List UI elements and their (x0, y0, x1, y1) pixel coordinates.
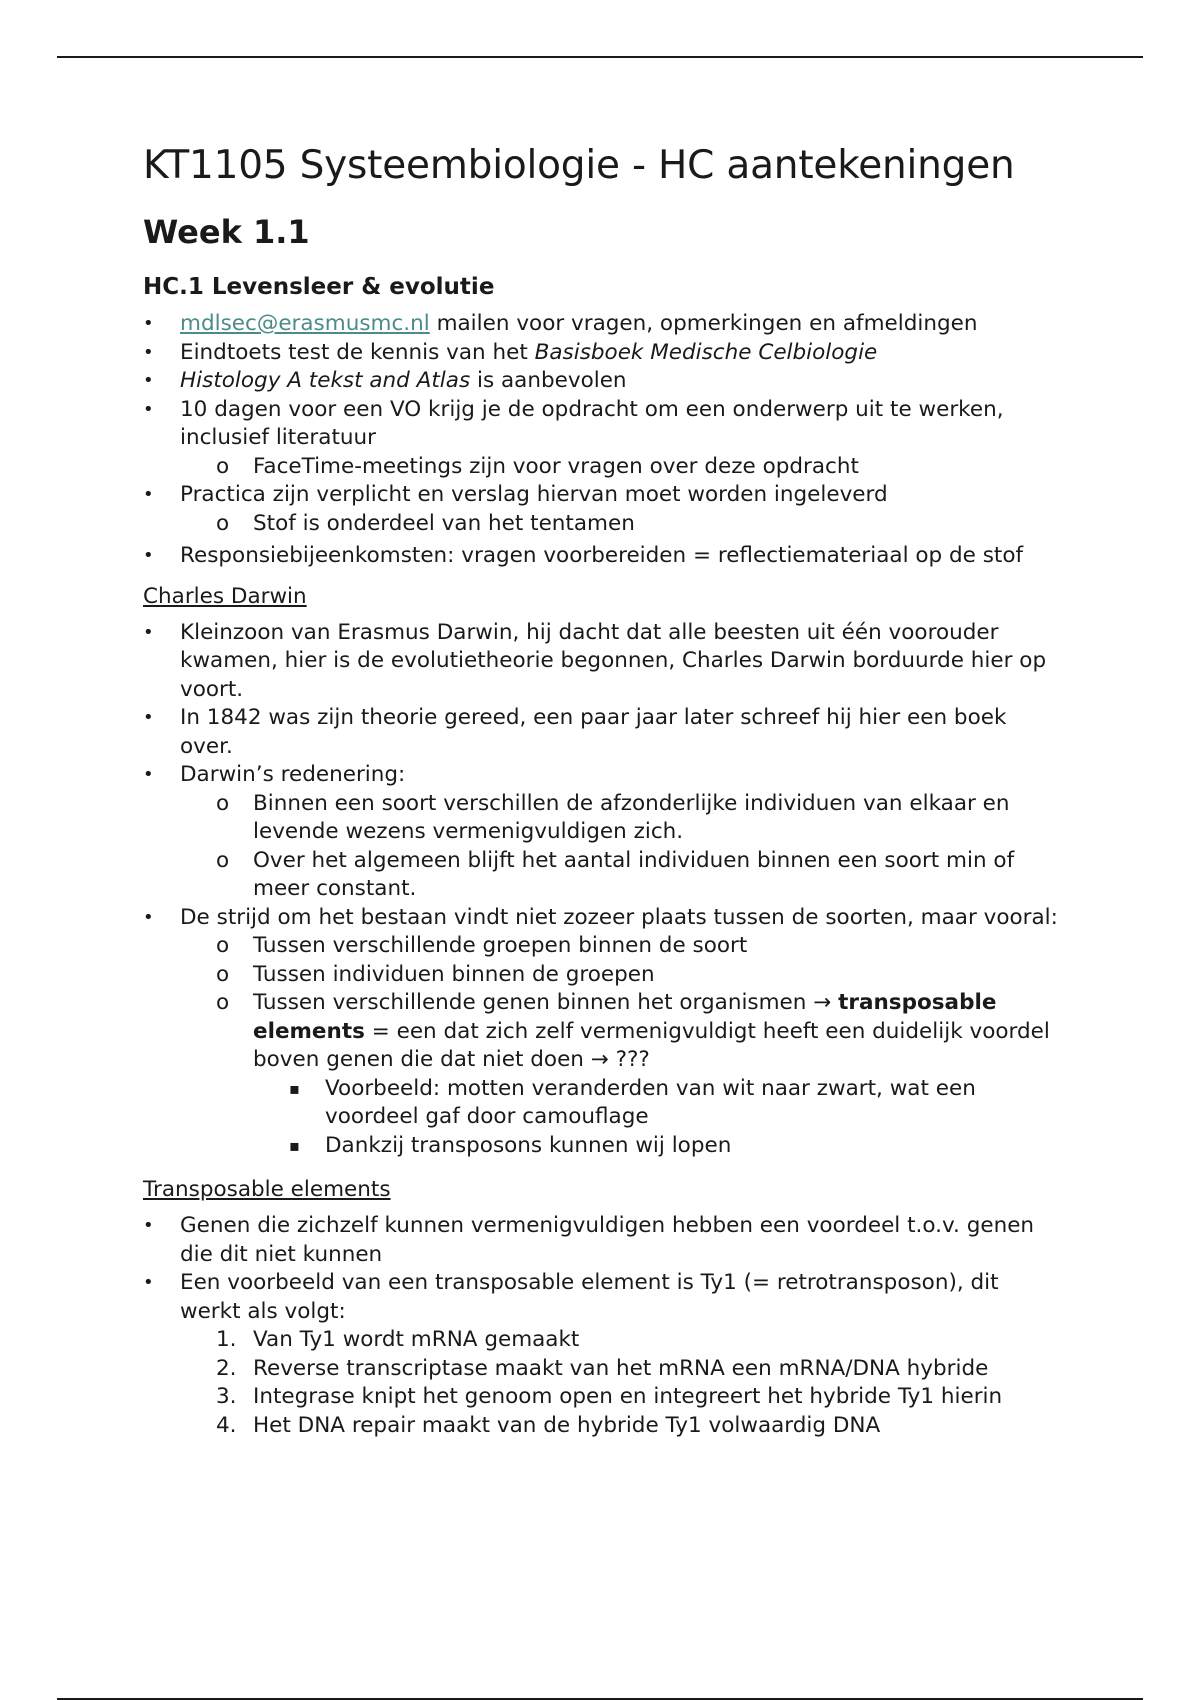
lecture-heading: HC.1 Levensleer & evolutie (143, 274, 495, 300)
list-text: Practica zijn verplicht en verslag hiervan moet worden ingeleverd (180, 482, 888, 507)
list-text: 10 dagen voor een VO krijg je de opdracht om een onderwerp uit te werken, inclusief literatuur (180, 396, 1004, 450)
sub-list-item (143, 453, 1063, 482)
list-item (143, 1269, 1063, 1326)
square-marker: ▪ (289, 1135, 300, 1155)
list-item (143, 396, 1063, 453)
step-number: 2. (216, 1355, 237, 1381)
darwin-list (143, 619, 1063, 1161)
sub-marker: o (216, 990, 230, 1015)
list-text: Dankzij transposons kunnen wij lopen (325, 1132, 732, 1158)
list-text: Voorbeeld: motten veranderden van wit naar zwart, wat een voordeel gaf door camouflage (325, 1075, 976, 1129)
numbered-item (143, 1326, 1063, 1355)
bullet-marker: • (143, 313, 154, 334)
step-number: 4. (216, 1412, 237, 1438)
list-item (143, 310, 1063, 339)
sub-list-item (143, 847, 1063, 904)
list-text: Darwin’s redenering: (180, 762, 406, 787)
bullet-marker: • (143, 370, 154, 391)
list-text: = een dat zich zelf vermenigvuldigt heeft een duidelijk voordel boven genen die dat niet doen → ??? (253, 1018, 1050, 1072)
list-text: Genen die zichzelf kunnen vermenigvuldigen hebben een voordeel t.o.v. genen die dit niet kunnen (180, 1213, 1035, 1267)
list-item (143, 704, 1063, 761)
term-bold: transposable elements (253, 990, 997, 1044)
bullet-marker: • (143, 906, 154, 928)
step-text: Het DNA repair maakt van de hybride Ty1 volwaardig DNA (253, 1412, 881, 1438)
section-heading-transposable: Transposable elements (143, 1177, 391, 1202)
square-marker: ▪ (289, 1078, 300, 1098)
sub-marker: o (216, 961, 230, 987)
step-text: Integrase knipt het genoom open en integreert het hybride Ty1 hierin (253, 1384, 1003, 1409)
week-heading: Week 1.1 (143, 213, 310, 251)
sub-marker: o (216, 453, 230, 479)
list-item (143, 619, 1063, 705)
bullet-marker: • (143, 764, 154, 785)
bullet-marker: • (143, 1215, 154, 1236)
sub-sub-list-item (143, 1132, 1063, 1161)
bullet-marker: • (143, 545, 154, 566)
numbered-item (143, 1412, 1063, 1441)
list-text: is aanbevolen (470, 368, 627, 393)
book-title: Histology A tekst and Atlas (180, 368, 471, 393)
list-item (143, 481, 1063, 510)
sub-list-item (143, 510, 1063, 539)
intro-list (143, 310, 1063, 571)
list-text: Stof is onderdeel van het tentamen (253, 510, 635, 536)
bullet-marker: • (143, 707, 154, 728)
bullet-marker: • (143, 1272, 154, 1293)
sub-list-item (143, 989, 1063, 1075)
sub-marker: o (216, 847, 230, 873)
bullet-marker: • (143, 341, 154, 363)
list-text: Tussen individuen binnen de groepen (253, 961, 655, 987)
list-text: Tussen verschillende groepen binnen de soort (253, 933, 748, 958)
numbered-item (143, 1383, 1063, 1412)
document-title: KT1105 Systeembiologie - HC aantekeningen (143, 143, 1015, 188)
numbered-item (143, 1355, 1063, 1384)
sub-list-item (143, 961, 1063, 990)
transposable-list (143, 1212, 1063, 1326)
list-text: Tussen verschillende genen binnen het organismen → (253, 990, 839, 1015)
sub-marker: o (216, 510, 230, 536)
list-item (143, 542, 1063, 571)
step-text: Van Ty1 wordt mRNA gemaakt (253, 1327, 580, 1352)
book-title: Basisboek Medische Celbiologie (534, 339, 878, 365)
document-page (143, 140, 1063, 1440)
sub-marker: o (216, 790, 230, 816)
email-link[interactable]: mdlsec@erasmusmc.nl (180, 311, 430, 336)
ty1-steps-list (143, 1326, 1063, 1440)
list-text: In 1842 was zijn theorie gereed, een paar jaar later schreef hij hier een boek over. (180, 705, 1007, 759)
list-text: Kleinzoon van Erasmus Darwin, hij dacht dat alle beesten uit één voorouder kwamen, hier is de evolutietheorie begonnen, Charles Darwin borduurde hier op voort. (180, 619, 1047, 702)
sub-list-item (143, 790, 1063, 847)
list-item (143, 367, 1063, 396)
list-item (143, 761, 1063, 790)
step-number: 1. (216, 1327, 237, 1352)
list-text: FaceTime-meetings zijn voor vragen over deze opdracht (253, 453, 859, 479)
sub-list-item (143, 932, 1063, 961)
section-heading-darwin: Charles Darwin (143, 583, 307, 609)
step-text: Reverse transcriptase maakt van het mRNA een mRNA/DNA hybride (253, 1355, 989, 1381)
list-item (143, 339, 1063, 368)
sub-marker: o (216, 933, 230, 958)
step-number: 3. (216, 1384, 237, 1409)
list-text: Over het algemeen blijft het aantal individuen binnen een soort min of meer constant. (253, 847, 1015, 901)
top-rule (57, 56, 1143, 58)
bullet-marker: • (143, 398, 154, 420)
list-text: Binnen een soort verschillen de afzonderlijke individuen van elkaar en levende wezens vermenigvuldigen zich. (253, 790, 1010, 844)
sub-sub-list-item (143, 1075, 1063, 1132)
bullet-marker: • (143, 484, 154, 505)
list-text: Eindtoets test de kennis van het (180, 339, 535, 365)
bullet-marker: • (143, 621, 154, 643)
list-text: Responsiebijeenkomsten: vragen voorbereiden = reflectiemateriaal op de stof (180, 543, 1024, 568)
list-text: Een voorbeeld van een transposable element is Ty1 (= retrotransposon), dit werkt als volgt: (180, 1270, 999, 1324)
list-text: De strijd om het bestaan vindt niet zozeer plaats tussen de soorten, maar vooral: (180, 904, 1058, 930)
list-text: mailen voor vragen, opmerkingen en afmeldingen (429, 311, 978, 336)
list-item (143, 1212, 1063, 1269)
list-item (143, 904, 1063, 933)
